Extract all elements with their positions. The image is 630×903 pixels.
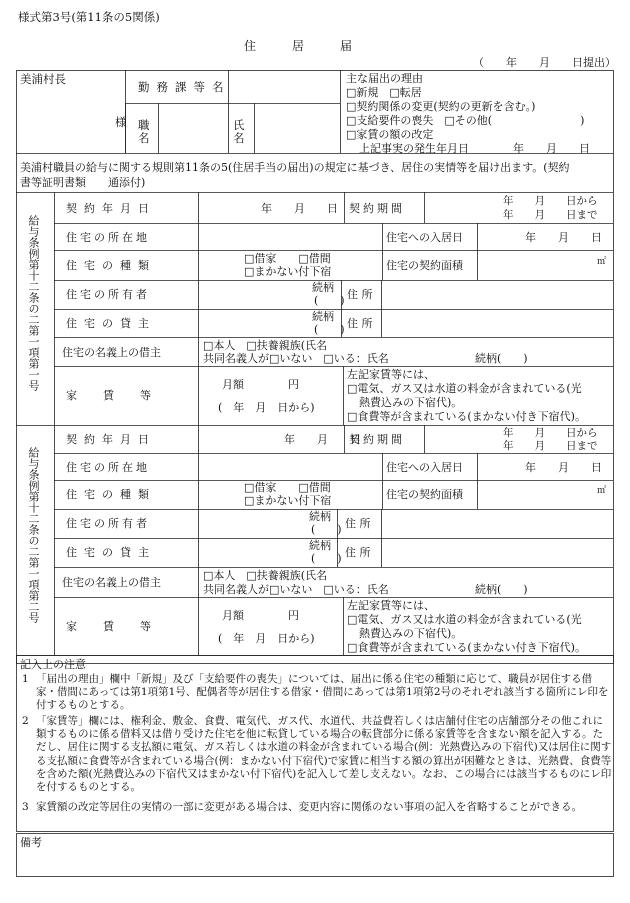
owner-relation-paren[interactable]: ( )	[311, 523, 342, 536]
location-label: 住宅の所在地	[66, 231, 150, 244]
lessor-address-label: 住 所	[345, 546, 371, 559]
rent-note-3: 熱費込みの下宿代)。	[359, 627, 463, 640]
lessor-relation: 続柄	[312, 310, 334, 323]
reason-rent-revision[interactable]: □家賃の額の改定	[346, 128, 434, 141]
form-number: 様式第3号(第11条の5関係)	[18, 10, 160, 24]
period-to[interactable]: 年 月 日まで	[503, 440, 598, 452]
intro-line-1: 美浦村職員の給与に関する規則第11条の5(住居手当の届出)の規定に基づき、居住の実情等を届け出ます。(契約	[20, 161, 570, 174]
nominal-relation[interactable]: 続柄( )	[475, 583, 528, 596]
type-option-board[interactable]: □まかない付下宿	[244, 494, 332, 507]
contract-period-label: 契約期間	[349, 202, 405, 215]
contract-date-label: 契約年月日	[66, 433, 156, 446]
page-title: 住 居 届	[244, 39, 353, 53]
position-field[interactable]	[159, 104, 228, 153]
note-text: 「家賃等」欄には、権利金、敷金、食費、電気代、ガス代、水道代、共益費若しくは店舗付住宅の店舗部分その他これに類するものに係る借料又は借り受けた住宅を他に転貸している場合の転貸部分に係る家賃等を含まない額を記入する。ただし、居住に関する支払額に電気、ガス若しくは水道の料金が含まれている場合(例：光熱費込みの下宿代)又は居住に関する支払額に食費等が含まれている場合(例：まかない付下宿代)で家賃に相当する額の算出が困難なときは、光熱費、食費等を含めた額(光熱費込みの下宿代又はまかない付下宿代)を記入して差し支えない。なお、この場合には該当するものにレ印を付するものとする。	[36, 715, 612, 794]
note-item	[22, 715, 612, 794]
type-option-rental[interactable]: □借家 □借間	[244, 252, 331, 265]
name-label: 氏 名	[233, 118, 245, 145]
type-option-board[interactable]: □まかない付下宿	[244, 265, 332, 278]
nominal-label: 住宅の名義上の借主	[62, 346, 161, 359]
move-in-value[interactable]: 年 月 日	[525, 231, 602, 244]
rent-from-date[interactable]: ( 年 月 日から)	[218, 632, 315, 645]
note-item	[22, 801, 612, 814]
village-head: 美浦村長	[20, 72, 66, 86]
rent-label: 家賃等	[66, 620, 177, 633]
nominal-line-1[interactable]: □本人 □扶養親族(氏名	[203, 339, 328, 352]
owner-address-label: 住 所	[347, 288, 373, 301]
note-item	[22, 673, 612, 713]
location-label: 住宅の所在地	[66, 461, 150, 474]
area-unit: ㎡	[597, 486, 607, 496]
contract-date-value[interactable]: 年 月 日	[284, 433, 361, 446]
position-label: 職 名	[138, 118, 150, 145]
note-text: 家賃額の改定等居住の実情の一部に変更がある場合は、変更内容に関係のない事項の記入を省略することができる。	[36, 801, 582, 813]
move-in-label: 住宅への入居日	[386, 461, 463, 474]
note-number: 2	[22, 715, 29, 727]
submit-date: （ 年 月 日提出）	[473, 56, 616, 69]
owner-relation: 続柄	[312, 281, 334, 294]
move-in-value[interactable]: 年 月 日	[525, 461, 602, 474]
nominal-relation[interactable]: 続柄( )	[475, 352, 528, 365]
dept-label: 勤務課等名	[138, 80, 231, 94]
contract-period-label: 契約期間	[349, 433, 405, 446]
owner-label: 住宅の所有者	[66, 288, 150, 301]
rent-note-4[interactable]: □食費等が含まれている(まかない付き下宿代)。	[347, 410, 586, 423]
type-option-rental[interactable]: □借家 □借間	[244, 481, 331, 494]
nominal-line-2[interactable]: 共同名義人が□いない □いる：氏名	[203, 583, 389, 596]
dept-field[interactable]	[229, 71, 340, 103]
area-label: 住宅の契約面積	[386, 259, 463, 272]
rent-note-4[interactable]: □食費等が含まれている(まかない付き下宿代)。	[347, 641, 586, 654]
name-field[interactable]	[255, 104, 340, 153]
period-to[interactable]: 年 月 日まで	[503, 209, 598, 221]
nominal-label: 住宅の名義上の借主	[62, 576, 161, 589]
lessor-address-label: 住 所	[347, 317, 373, 330]
period-from[interactable]: 年 月 日から	[503, 427, 598, 439]
reason-loss-other[interactable]: □支給要件の喪失 □その他( )	[346, 114, 585, 127]
reason-new-move[interactable]: □新規 □転居	[346, 86, 422, 99]
section-1-side-label: 給与条例第十二条の二第一項第一号	[27, 215, 40, 391]
period-from[interactable]: 年 月 日から	[503, 195, 598, 207]
lessor-relation-paren[interactable]: ( )	[311, 552, 342, 565]
area-unit: ㎡	[597, 257, 607, 267]
honorific: 様	[115, 115, 127, 129]
intro-line-2: 書等証明書類 通添付)	[20, 176, 146, 189]
lessor-relation: 続柄	[309, 539, 331, 552]
remarks-label: 備考	[20, 836, 42, 849]
rent-note-2[interactable]: □電気、ガス又は水道の料金が含まれている(光	[347, 613, 582, 626]
move-in-label: 住宅への入居日	[386, 231, 463, 244]
contract-date-label: 契約年月日	[66, 202, 156, 215]
reasons-heading: 主な届出の理由	[346, 72, 423, 85]
rent-note-2[interactable]: □電気、ガス又は水道の料金が含まれている(光	[347, 382, 582, 395]
nominal-line-2[interactable]: 共同名義人が□いない □いる：氏名	[203, 352, 389, 365]
reason-contract-change[interactable]: □契約関係の変更(契約の更新を含む。)	[346, 100, 536, 113]
note-number: 1	[22, 673, 29, 685]
note-number: 3	[22, 801, 29, 813]
owner-relation-paren[interactable]: ( )	[314, 294, 345, 307]
area-label: 住宅の契約面積	[386, 488, 463, 501]
rent-note-3: 熱費込みの下宿代)。	[359, 396, 463, 409]
owner-label: 住宅の所有者	[66, 517, 150, 530]
owner-relation: 続柄	[309, 510, 331, 523]
rent-from-date[interactable]: ( 年 月 日から)	[218, 401, 315, 414]
rent-note-1: 左記家賃等には、	[347, 368, 435, 381]
contract-date-value[interactable]: 年 月 日	[261, 202, 338, 215]
type-label: 住宅の種類	[66, 488, 156, 501]
location-field[interactable]	[199, 224, 382, 250]
type-label: 住宅の種類	[66, 259, 156, 272]
lessor-label: 住宅の貸主	[66, 317, 156, 330]
remarks-field[interactable]	[17, 850, 613, 876]
rent-label: 家賃等	[66, 389, 177, 402]
location-field[interactable]	[199, 454, 382, 480]
monthly-amount[interactable]: 月額 円	[222, 609, 299, 622]
owner-address-label: 住 所	[345, 517, 371, 530]
rent-note-1: 左記家賃等には、	[347, 599, 435, 612]
lessor-label: 住宅の貸主	[66, 546, 156, 559]
notes-heading: 記入上の注意	[20, 658, 86, 671]
note-text: 「届出の理由」欄中「新規」及び「支給要件の喪失」については、届出に係る住宅の種類に応じて、職員が居住する借家・借間にあっては第1項第1号、配偶者等が居住する借家・借間にあっては第1項第2号のそれぞれ該当する箇所にレ印を付するものとする。	[36, 673, 609, 712]
lessor-relation-paren[interactable]: ( )	[314, 323, 345, 336]
nominal-line-1[interactable]: □本人 □扶養親族(氏名	[203, 569, 328, 582]
reason-occurrence-date[interactable]: 上記事実の発生年月日 年 月 日	[359, 142, 590, 155]
section-2-side-label: 給与条例第十二条の二第一項第二号	[27, 447, 40, 623]
monthly-amount[interactable]: 月額 円	[222, 378, 299, 391]
